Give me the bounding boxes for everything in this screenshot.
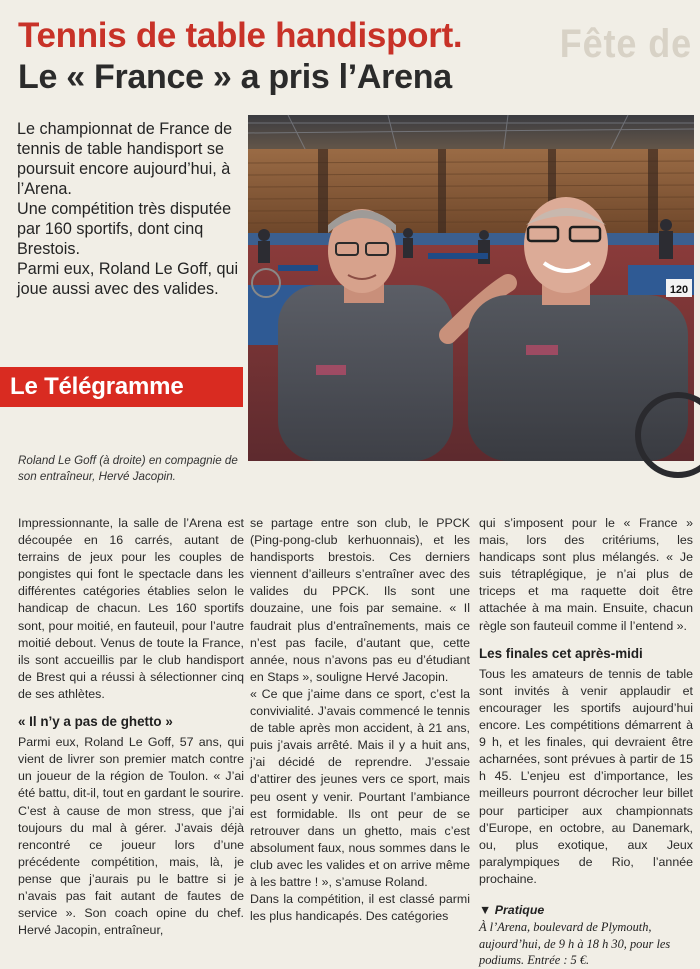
article-column-2 — [250, 515, 470, 925]
neighbour-headline: Fête de — [559, 22, 692, 66]
lead-paragraph-3: Parmi eux, Roland Le Goff, qui joue aussi avec des valides. — [17, 260, 239, 298]
article-kicker: Tennis de table handisport. — [18, 16, 463, 55]
column-2-paragraph-1: se partage entre son club, le PPCK (Ping-pong-club kerhuonnais), et les handisports brestois. Ces derniers viennent d’ailleurs s’entraîner avec des valides du PPCK. Ils sont une douzaine, une fois par semaine. « Il faudrait plus d’entraînements, mais ce n’est pas facile, d’autant que, cette année, nous n’avons pas eu d’étudiant en Staps », souligne Hervé Jacopin. — [250, 516, 470, 684]
column-2-paragraph-2: « Ce que j’aime dans ce sport, c’est la convivialité. J’avais commencé le tennis de table après mon accident, à 21 ans, puis j’avais arrêté. Mais il y a huit ans, j’ai décidé de reprendre. J’essaie d’attirer des jeunes vers ce sport, mais peu osent y venir. Pourtant l’ambiance est formidable. Ils ont peur de se retrouver dans un ghetto, mais c’est absolument faux, nous sommes dans le club avec les valides et on arrive même à les battre ! », s’amuse Roland. — [250, 686, 470, 889]
practical-info-title: Pratique — [494, 902, 545, 917]
column-1-subheading: « Il n’y a pas de ghetto » — [18, 714, 173, 730]
article-column-3 — [479, 515, 693, 969]
column-1-paragraph-2: Parmi eux, Roland Le Goff, 57 ans, qui vient de livrer son premier match contre un joueur de la région de Toulon. « J’ai été battu, dit-il, tout en gardant le sourire. C’est à cause de mon stress, que j’ai toujours du mal à gérer. J’avais déjà rencontré ce joueur lors d’une précédente compétition, mais, là, je pense que j’aurais pu le battre si je n’avais pas fait autant de fautes de service ». Son coach opine du chef. Hervé Jacopin, entraîneur, — [18, 735, 244, 938]
column-3-paragraph-2: Tous les amateurs de tennis de table sont invités à venir applaudir et encourager les sportifs aujourd’hui encore. Les compétitions démarrent à 9 h, et les finales, qui devraient être acharnées, sont prévues à partir de 15 h 45. L’enjeu est d’importance, les meilleurs pourront décrocher leur billet pour participer aux championnats d’Europe, en octobre, au Danemark, ou, plus exotique, aux Jeux paralympiques de Rio, l’année prochaine. — [479, 666, 693, 886]
article-column-1 — [18, 515, 244, 939]
lead-paragraph-1: Le championnat de France de tennis de table handisport se poursuit encore aujourd’hui, à l’Arena. — [17, 120, 233, 198]
column-2-paragraph-3: Dans la compétition, il est classé parmi les plus handicapés. Des catégories — [250, 892, 470, 924]
practical-info-body: À l’Arena, boulevard de Plymouth, aujourd’hui, de 9 h à 18 h 30, pour les podiums. Entrée : 5 €. — [479, 920, 671, 968]
column-1-paragraph-1: Impressionnante, la salle de l’Arena est découpée en 16 carrés, autant de terrains de jeux pour les couples de pongistes qui font le spectacle dans les différentes catégories établies selon le handicap de chacun. Les 160 sportifs sont, pour moitié, en fauteuil, pour l’autre moitié debout. Venus de toute la France, ils sont accueillis par le club handisport de Brest qui a réussi à sélectionner cinq de ses athlètes. — [18, 516, 244, 701]
photo-illustration — [248, 115, 694, 461]
article-lead — [17, 119, 242, 299]
triangle-bullet-icon: ▼ — [479, 902, 492, 917]
photo-caption: Roland Le Goff (à droite) en compagnie de son entraîneur, Hervé Jacopin. — [18, 454, 238, 483]
lead-paragraph-2: Une compétition très disputée par 160 sportifs, dont cinq Brestois. — [17, 200, 232, 258]
article-headline: Le « France » a pris l’Arena — [18, 58, 452, 96]
column-3-paragraph-1: qui s’imposent pour le « France » mais, lors des critériums, les handicaps sont plus mélangés. « Je suis tétraplégique, je n’ai plus de triceps et ma raquette doit être attachée à ma main. Ensuite, chacun règle son fauteuil comme il l’entend ». — [479, 516, 693, 633]
column-3-subheading: Les finales cet après-midi — [479, 645, 643, 661]
practical-info-heading — [479, 902, 693, 919]
scoreboard-text: 120 — [669, 284, 689, 296]
article-photo — [248, 115, 694, 461]
newspaper-logo: Le Télégramme — [0, 367, 243, 407]
